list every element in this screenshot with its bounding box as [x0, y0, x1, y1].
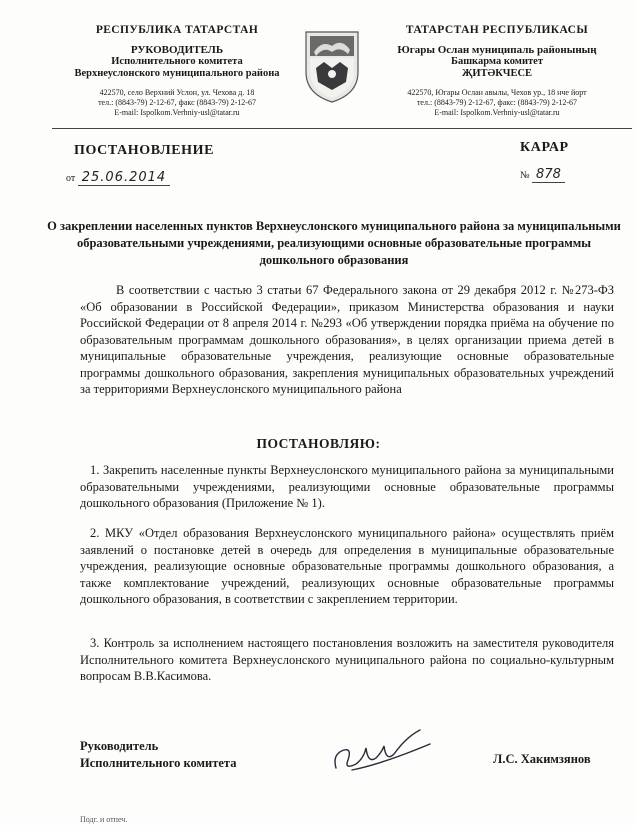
header-left-org-line1: Исполнительного комитета — [111, 56, 243, 67]
header-left-address: 422570, село Верхний Услон, ул. Чехова д. 18 — [99, 88, 255, 97]
header-right-position: ҖИТӘКЧЕСЕ — [461, 68, 533, 79]
resolution-item-2: 2. МКУ «Отдел образования Верхнеуслонского муниципального района» осуществлять приём заявлений о постановке детей в очередь для определения в муниципальные образовательные учреждения, реализующие основные образовательные программы дошкольного образования, а также комплектование учреждений, реализующих основные образовательные программы дошкольного образования, в соответствии с закреплением территории. — [80, 526, 614, 606]
header-divider — [52, 128, 632, 129]
header-left-email: E-mail: Ispolkom.Verhniy-usl@tatar.ru — [114, 108, 240, 117]
doc-type-tt: КАРАР — [520, 140, 569, 155]
handwritten-signature — [322, 724, 438, 784]
header-left-phone: тел.: (8843-79) 2-12-67, факс (8843-79) 2-12-67 — [98, 98, 256, 107]
header-right — [368, 24, 626, 118]
header-left — [52, 24, 302, 118]
resolution-item-1: 1. Закрепить населенные пункты Верхнеуслонского муниципального района за муниципальными образовательными учреждениями, реализующими основные образовательные программы дошкольного образования (Приложение № 1). — [80, 463, 614, 510]
signatory-name: Л.С. Хакимзянов — [493, 752, 591, 766]
header-left-title: РЕСПУБЛИКА ТАТАРСТАН — [95, 24, 259, 36]
coat-of-arms-emblem — [302, 28, 362, 104]
intro-paragraph: В соответствии с частью 3 статьи 67 Федерального закона от 29 декабря 2012 г. №273-ФЗ «Об образовании в Российской Федерации», приказом Министерства образования и науки Российской Федерации от 8 апреля 2014 г. №293 «Об утверждении порядка приёма на обучение по образовательным программам дошкольного образования», в целях организации приема детей в муниципальные образовательные учреждения, реализующие основные образовательные программы дошкольного образования, закрепления муниципальных образовательных учреждений за территориями Верхнеуслонского муниципального района — [80, 283, 614, 396]
signatory-title — [80, 738, 236, 771]
signatory-title-line1: Руководитель — [80, 739, 159, 753]
footer-note: Подг. и отпеч. — [80, 815, 128, 824]
header-left-contacts — [52, 88, 302, 118]
header-right-email: E-mail: Ispolkom.Verhniy-usl@tatar.ru — [434, 108, 560, 117]
header-right-org-line1: Югары Ослан муниципаль районының — [397, 44, 597, 56]
header-right-contacts — [368, 88, 626, 118]
signatory-title-line2: Исполнительного комитета — [80, 755, 237, 770]
doc-number-row — [520, 167, 565, 183]
resolution-item-3: 3. Контроль за исполнением настоящего постановления возложить на заместителя руководителя Исполнительного комитета Верхнеуслонского муниципального района по социально-культурным вопросам В.В.Касимова. — [80, 636, 614, 683]
doc-date: 25.06.2014 — [81, 170, 167, 185]
header-right-title: ТАТАРСТАН РЕСПУБЛИКАСЫ — [405, 24, 589, 36]
header-left-position: РУКОВОДИТЕЛЬ — [130, 44, 224, 56]
doc-date-prefix: от — [66, 173, 76, 184]
doc-type-ru: ПОСТАНОВЛЕНИЕ — [74, 143, 215, 158]
doc-subject: О закреплении населенных пунктов Верхнеуслонского муниципального района за муниципальными образовательными учреждениями, реализующими основные образовательные программы дошкольного образования — [47, 219, 621, 267]
doc-number-prefix: № — [520, 170, 530, 181]
doc-number: 878 — [536, 167, 561, 182]
header-right-address: 422570, Югары Ослан авылы, Чехов ур., 18 нче йорт — [407, 88, 587, 97]
header-right-phone: тел.: (8843-79) 2-12-67, факс: (8843-79) 2-12-67 — [416, 98, 578, 107]
resolve-heading: ПОСТАНОВЛЯЮ: — [256, 436, 381, 451]
doc-date-row — [66, 170, 170, 186]
header-left-org-line2: Верхнеуслонского муниципального района — [74, 68, 280, 79]
header-right-org-line2: Башкарма комитет — [451, 56, 543, 67]
